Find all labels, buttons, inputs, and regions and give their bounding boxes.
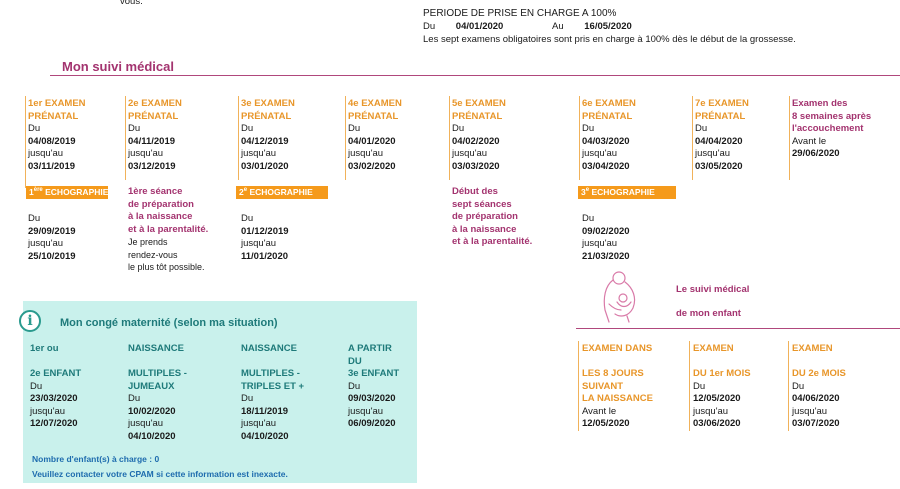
exam-title <box>582 98 636 123</box>
maternity-option-head <box>348 343 399 381</box>
prenatal-exam-3 <box>241 98 295 173</box>
child-title-line: Le suivi médical <box>676 284 750 295</box>
echography-num: 2 <box>239 187 244 197</box>
date-label: jusqu'au <box>582 148 618 159</box>
exam-title-line: PRÉNATAL <box>695 110 746 122</box>
maternity-head-line <box>241 356 304 369</box>
date-value: 04/03/2020 <box>582 135 630 147</box>
date-value: 04/10/2020 <box>128 430 176 442</box>
prep-first-title <box>128 186 208 236</box>
exam-divider <box>125 96 126 180</box>
prep-first-session <box>128 186 208 274</box>
prep-title-line: Début des <box>452 186 498 197</box>
exam-divider <box>345 96 346 180</box>
echography-sup: e <box>585 187 590 193</box>
child-exam-title-line <box>582 356 653 369</box>
child-exam-title-line: LES 8 JOURS <box>582 368 644 379</box>
prep-title-line: à la naissance <box>128 211 193 222</box>
exam-title-line: PRÉNATAL <box>582 110 633 122</box>
date-value: 04/06/2020 <box>792 393 840 404</box>
maternity-option-head <box>30 343 81 381</box>
prep-note-line: le plus tôt possible. <box>128 262 205 272</box>
date-value: 12/05/2020 <box>582 418 630 429</box>
exam-title-line: 7e EXAMEN <box>695 98 749 109</box>
prep-title-line: sept séances <box>452 198 512 210</box>
echography-label: ECHOGRAPHIE <box>45 187 108 197</box>
coverage-period-title: PERIODE DE PRISE EN CHARGE A 100% <box>423 8 617 19</box>
child-exam-title-line: DU 2e MOIS <box>792 368 846 379</box>
maternity-head-line <box>128 356 187 369</box>
info-icon: i <box>19 310 41 332</box>
exam-divider <box>238 96 239 180</box>
maternity-head-line: NAISSANCE <box>128 343 184 354</box>
date-value: 03/11/2019 <box>28 160 76 172</box>
echography-badge-3 <box>578 186 676 199</box>
date-label: jusqu'au <box>452 148 488 159</box>
prep-note-line: Je prends <box>128 237 168 247</box>
date-label: Du <box>582 123 595 134</box>
postnatal-before-date: 29/06/2020 <box>792 148 840 159</box>
date-label: Du <box>241 213 254 224</box>
child-exam-title-line: EXAMEN <box>792 343 833 354</box>
date-label: Du <box>128 393 141 404</box>
maternity-option-4 <box>348 343 399 431</box>
date-label: Du <box>348 380 361 392</box>
maternity-title: Mon congé maternité (selon ma situation) <box>60 317 278 329</box>
prenatal-exam-6 <box>582 98 636 173</box>
exam-title-line: 3e EXAMEN <box>241 98 295 109</box>
child-exam-title <box>693 343 751 381</box>
echography-label: ECHOGRAPHIE <box>249 187 313 197</box>
date-value: 06/09/2020 <box>348 418 396 429</box>
exam-title-line: PRÉNATAL <box>241 110 292 122</box>
echography-dates-2 <box>241 213 289 263</box>
date-value: 03/03/2020 <box>452 160 500 172</box>
maternity-head-line: TRIPLES ET + <box>241 380 305 392</box>
child-exam-divider <box>689 341 690 431</box>
echography-num: 1 <box>29 187 34 197</box>
date-label: jusqu'au <box>128 418 164 429</box>
maternity-head-line <box>30 356 81 369</box>
maternity-head-line: NAISSANCE <box>241 343 297 354</box>
date-label: Du <box>695 123 708 134</box>
date-value: 03/04/2020 <box>582 160 630 172</box>
child-exam-title-line: LA NAISSANCE <box>582 393 653 404</box>
postnatal-exam <box>792 98 871 161</box>
exam-divider <box>579 96 580 180</box>
maternity-head-line: MULTIPLES - <box>241 368 300 379</box>
child-exam-1 <box>582 343 653 431</box>
echography-badge-1 <box>26 186 108 199</box>
exam-title-line: 2e EXAMEN <box>128 98 182 109</box>
child-exam-title-line <box>792 356 846 369</box>
children-count: Nombre d'enfant(s) à charge : 0 <box>32 454 160 464</box>
section-divider <box>50 75 900 76</box>
date-label: Du <box>28 213 41 224</box>
prep-first-note <box>128 236 208 274</box>
coverage-to-date: 16/05/2020 <box>584 21 632 32</box>
child-exam-title <box>792 343 846 381</box>
exam-divider <box>692 96 693 180</box>
exam-divider <box>25 96 26 188</box>
postnatal-title-line: 8 semaines après <box>792 110 872 122</box>
date-value: 04/04/2020 <box>695 135 743 147</box>
maternity-head-line: DU <box>348 355 362 367</box>
date-label: jusqu'au <box>582 238 618 249</box>
child-divider <box>576 328 900 329</box>
date-label: Du <box>348 123 361 134</box>
echography-num: 3 <box>581 187 586 197</box>
postnatal-title-line: Examen des <box>792 98 848 109</box>
exam-title <box>348 98 402 123</box>
date-value: 12/05/2020 <box>693 393 741 404</box>
date-value: 03/01/2020 <box>241 160 289 172</box>
date-value: 04/11/2019 <box>128 135 176 147</box>
echography-dates-1 <box>28 213 76 263</box>
exam-title-line: 1er EXAMEN <box>28 98 86 109</box>
maternity-option-3 <box>241 343 304 443</box>
echography-dates-3 <box>582 213 630 263</box>
date-value: 01/12/2019 <box>241 225 289 237</box>
date-label: Du <box>582 213 595 224</box>
exam-title <box>452 98 506 123</box>
exam-title <box>128 98 182 123</box>
date-value: 09/02/2020 <box>582 225 630 237</box>
date-label: jusqu'au <box>28 238 64 249</box>
contact-note: Veuillez contacter votre CPAM si cette information est inexacte. <box>32 469 288 479</box>
date-label: Du <box>28 123 41 134</box>
echography-badge-2 <box>236 186 328 199</box>
maternity-option-head <box>128 343 187 393</box>
date-value: 04/10/2020 <box>241 430 289 442</box>
child-exam-title-line <box>693 356 751 369</box>
prenatal-exam-5 <box>452 98 506 173</box>
date-value: 04/01/2020 <box>348 135 396 147</box>
date-value: 25/10/2019 <box>28 250 76 262</box>
coverage-from-date: 04/01/2020 <box>455 21 504 32</box>
prep-title-line: et à la parentalité. <box>452 236 533 247</box>
date-value: 18/11/2019 <box>241 405 289 417</box>
date-label: Du <box>792 380 805 392</box>
prenatal-exam-2 <box>128 98 182 173</box>
child-exam-2 <box>693 343 751 431</box>
date-value: 04/02/2020 <box>452 135 500 147</box>
coverage-note: Les sept examens obligatoires sont pris en charge à 100% dès le début de la grossesse. <box>423 34 796 45</box>
maternity-head-line: JUMEAUX <box>128 380 175 392</box>
maternity-head-line: 1er ou <box>30 343 59 354</box>
postnatal-before-label: Avant le <box>792 135 827 147</box>
prep-title-line: de préparation <box>452 211 518 222</box>
date-value: 12/07/2020 <box>30 418 78 429</box>
date-value: 03/12/2019 <box>128 160 176 172</box>
date-label: jusqu'au <box>792 405 828 417</box>
exam-title-line: 6e EXAMEN <box>582 98 636 109</box>
date-value: 11/01/2020 <box>241 250 289 262</box>
child-exam-title-line: DU 1er MOIS <box>693 368 751 379</box>
date-value: 21/03/2020 <box>582 250 630 262</box>
child-followup-title <box>676 278 749 326</box>
prep-title-line: et à la parentalité. <box>128 223 209 235</box>
date-value: 03/02/2020 <box>348 160 396 172</box>
postnatal-title-line: l'accouchement <box>792 123 864 134</box>
exam-title <box>241 98 295 123</box>
date-label: Du <box>30 380 43 392</box>
maternity-head-line: 3e ENFANT <box>348 368 400 379</box>
exam-title-line: 5e EXAMEN <box>452 98 506 109</box>
child-exam-divider <box>578 341 579 431</box>
date-value: 04/12/2019 <box>241 135 289 147</box>
date-label: Avant le <box>582 405 617 417</box>
date-value: 04/08/2019 <box>28 135 76 147</box>
date-label: Du <box>241 123 254 134</box>
child-exam-3 <box>792 343 846 431</box>
child-exam-title-line: SUIVANT <box>582 380 623 392</box>
exam-title-line: PRÉNATAL <box>28 110 79 122</box>
date-label: jusqu'au <box>30 405 66 417</box>
echography-label: ECHOGRAPHIE <box>591 187 655 197</box>
echography-sup: ère <box>33 187 43 193</box>
date-value: 03/07/2020 <box>792 418 840 429</box>
date-label: jusqu'au <box>241 418 277 429</box>
date-label: jusqu'au <box>241 238 277 249</box>
date-label: Du <box>241 393 254 404</box>
maternity-head-line: MULTIPLES - <box>128 368 187 379</box>
child-title-line: de mon enfant <box>676 308 741 319</box>
date-label: Du <box>693 380 706 392</box>
prep-rest-sessions <box>452 186 532 249</box>
exam-divider <box>449 96 450 180</box>
exam-title-line: PRÉNATAL <box>348 110 399 122</box>
echography-sup: e <box>243 187 248 193</box>
prep-title-line: de préparation <box>128 198 194 210</box>
prenatal-exam-4 <box>348 98 402 173</box>
coverage-to-label: Au <box>551 21 564 32</box>
date-label: Du <box>452 123 465 134</box>
exam-title-line: 4e EXAMEN <box>348 98 402 109</box>
section-title: Mon suivi médical <box>62 59 174 74</box>
date-label: jusqu'au <box>693 405 729 417</box>
cut-off-text: vous. <box>120 0 143 7</box>
date-label: jusqu'au <box>128 148 164 159</box>
prenatal-exam-7 <box>695 98 749 173</box>
exam-title-line: PRÉNATAL <box>452 110 503 122</box>
date-label: jusqu'au <box>241 148 277 159</box>
date-value: 23/03/2020 <box>30 393 78 404</box>
maternity-option-1 <box>30 343 81 431</box>
coverage-from-label: Du <box>423 21 436 32</box>
exam-title-line: PRÉNATAL <box>128 110 179 122</box>
coverage-period <box>423 8 796 45</box>
exam-divider <box>789 96 790 180</box>
prep-title-line: 1ère séance <box>128 186 183 197</box>
date-value: 03/06/2020 <box>693 418 741 429</box>
child-exam-title-line: EXAMEN <box>693 343 734 354</box>
mother-child-icon <box>595 268 645 324</box>
child-exam-divider <box>788 341 789 431</box>
date-label: Du <box>128 123 141 134</box>
maternity-option-head <box>241 343 304 393</box>
date-label: jusqu'au <box>695 148 731 159</box>
date-label: jusqu'au <box>348 405 384 417</box>
maternity-head-line: 2e ENFANT <box>30 368 82 379</box>
maternity-head-line: A PARTIR <box>348 343 392 354</box>
child-exam-title-line: EXAMEN DANS <box>582 343 653 354</box>
exam-title <box>695 98 749 123</box>
date-value: 29/09/2019 <box>28 225 76 237</box>
child-exam-title <box>582 343 653 406</box>
prenatal-exam-1 <box>28 98 86 173</box>
maternity-footer <box>32 452 288 482</box>
date-label: jusqu'au <box>28 148 64 159</box>
prep-title-line: à la naissance <box>452 223 517 235</box>
maternity-option-2 <box>128 343 187 443</box>
exam-title <box>28 98 86 123</box>
date-value: 10/02/2020 <box>128 405 176 417</box>
postnatal-exam-title <box>792 98 871 136</box>
date-label: jusqu'au <box>348 148 384 159</box>
date-value: 09/03/2020 <box>348 393 396 404</box>
date-value: 03/05/2020 <box>695 160 743 172</box>
prep-note-line: rendez-vous <box>128 249 178 260</box>
